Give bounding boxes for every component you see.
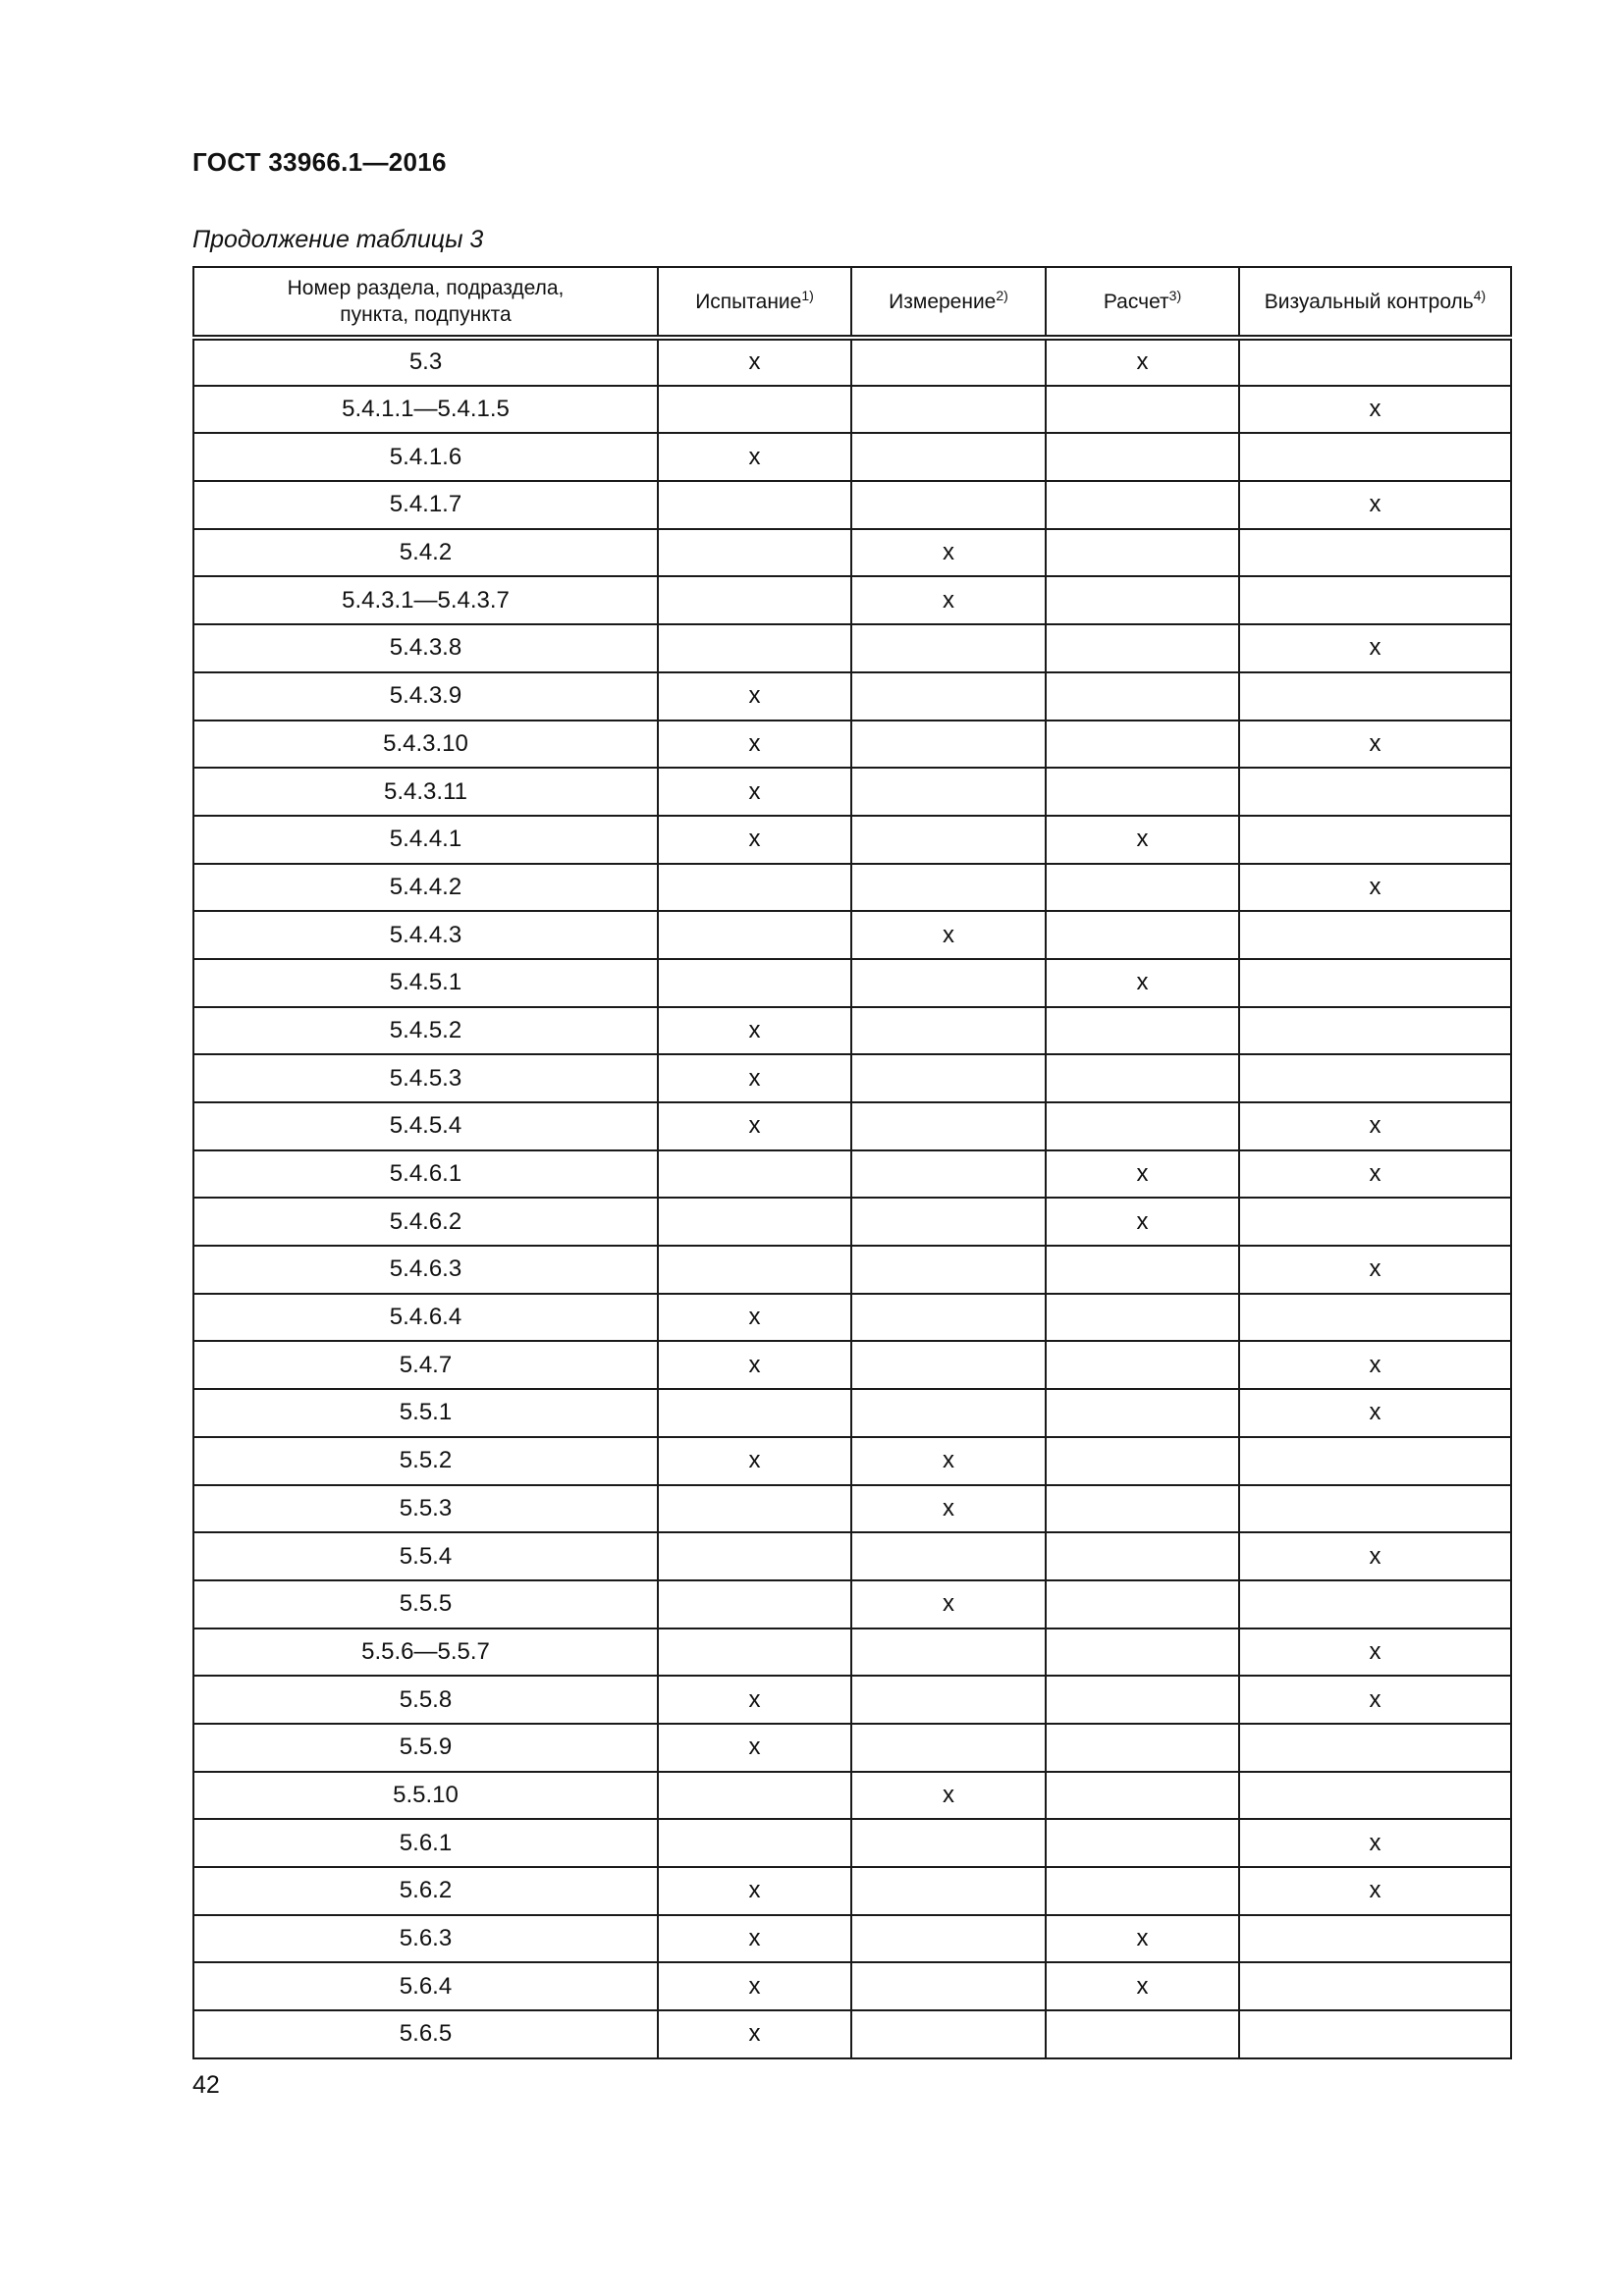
table-row (193, 864, 1511, 912)
check-cell: x (1239, 1676, 1511, 1724)
check-cell (658, 1532, 851, 1580)
section-number-cell: 5.4.5.3 (193, 1054, 658, 1102)
check-cell (1239, 816, 1511, 864)
table-row (193, 1819, 1511, 1867)
table-row (193, 529, 1511, 577)
check-cell: x (658, 721, 851, 769)
check-cell: x (658, 1102, 851, 1150)
check-cell (1046, 1819, 1239, 1867)
section-number-cell: 5.6.4 (193, 1962, 658, 2010)
check-cell: x (658, 1054, 851, 1102)
check-cell (658, 911, 851, 959)
check-cell: x (1046, 816, 1239, 864)
section-number-cell: 5.4.4.1 (193, 816, 658, 864)
section-number-cell: 5.4.6.3 (193, 1246, 658, 1294)
check-cell: x (1239, 1867, 1511, 1915)
check-cell: x (658, 1437, 851, 1485)
section-number-cell: 5.5.10 (193, 1772, 658, 1820)
section-number-cell: 5.5.9 (193, 1724, 658, 1772)
section-number-cell: 5.4.5.4 (193, 1102, 658, 1150)
check-cell (1046, 386, 1239, 434)
check-cell: x (1046, 338, 1239, 386)
check-cell (1046, 1772, 1239, 1820)
check-cell (851, 768, 1046, 816)
check-cell (851, 1102, 1046, 1150)
check-cell: x (1239, 1532, 1511, 1580)
check-cell (851, 721, 1046, 769)
table-row (193, 672, 1511, 721)
table-row (193, 1294, 1511, 1342)
check-cell (1046, 1102, 1239, 1150)
check-cell (1239, 1772, 1511, 1820)
check-cell (851, 386, 1046, 434)
check-cell (658, 481, 851, 529)
check-cell (1239, 1437, 1511, 1485)
check-cell (658, 1485, 851, 1533)
section-number-cell: 5.4.3.11 (193, 768, 658, 816)
table-row (193, 1198, 1511, 1246)
check-cell (1046, 1294, 1239, 1342)
check-cell: x (1239, 386, 1511, 434)
check-cell (851, 1532, 1046, 1580)
table-row (193, 1676, 1511, 1724)
check-cell (1239, 1580, 1511, 1629)
section-number-cell: 5.4.1.7 (193, 481, 658, 529)
column-header (193, 267, 658, 338)
column-header-label: пункта, подпункта (340, 303, 512, 326)
check-cell: x (658, 1007, 851, 1055)
check-cell (1046, 1485, 1239, 1533)
check-cell (1046, 1437, 1239, 1485)
check-cell (851, 1819, 1046, 1867)
check-cell (1046, 576, 1239, 624)
check-cell (851, 1341, 1046, 1389)
table-row (193, 481, 1511, 529)
check-cell (658, 1772, 851, 1820)
section-number-cell: 5.5.4 (193, 1532, 658, 1580)
section-number-cell: 5.5.5 (193, 1580, 658, 1629)
check-cell: x (1239, 624, 1511, 672)
check-cell (851, 1389, 1046, 1437)
section-number-cell: 5.4.1.1—5.4.1.5 (193, 386, 658, 434)
check-cell (1046, 911, 1239, 959)
table-row (193, 433, 1511, 481)
check-cell (658, 959, 851, 1007)
check-cell (1046, 2010, 1239, 2058)
check-cell (658, 529, 851, 577)
check-cell (1046, 864, 1239, 912)
table-row (193, 816, 1511, 864)
check-cell (658, 1198, 851, 1246)
check-cell: x (658, 1915, 851, 1963)
check-cell (851, 959, 1046, 1007)
section-number-cell: 5.4.3.1—5.4.3.7 (193, 576, 658, 624)
page-number: 42 (192, 2071, 220, 2099)
check-cell (851, 1246, 1046, 1294)
table-row (193, 1915, 1511, 1963)
table-body (193, 338, 1511, 2058)
check-cell: x (851, 1580, 1046, 1629)
table-row (193, 1580, 1511, 1629)
check-cell: x (1046, 1915, 1239, 1963)
check-cell (1239, 672, 1511, 721)
table-row (193, 1246, 1511, 1294)
check-cell (658, 1819, 851, 1867)
section-number-cell: 5.4.6.2 (193, 1198, 658, 1246)
section-number-cell: 5.6.2 (193, 1867, 658, 1915)
check-cell: x (658, 1962, 851, 2010)
check-cell (851, 816, 1046, 864)
check-cell (851, 1150, 1046, 1199)
check-cell: x (658, 768, 851, 816)
table-row (193, 1389, 1511, 1437)
check-cell (851, 1054, 1046, 1102)
check-cell (658, 1246, 851, 1294)
check-cell (1046, 1629, 1239, 1677)
check-cell (851, 1198, 1046, 1246)
section-number-cell: 5.4.5.2 (193, 1007, 658, 1055)
footnote-marker: 2) (996, 287, 1008, 303)
table-row (193, 1007, 1511, 1055)
section-number-cell: 5.5.6—5.5.7 (193, 1629, 658, 1677)
check-cell (1046, 1867, 1239, 1915)
check-cell (1046, 1389, 1239, 1437)
table-row (193, 1437, 1511, 1485)
table-row (193, 959, 1511, 1007)
table-row (193, 624, 1511, 672)
table-header-row (193, 267, 1511, 338)
table-row (193, 1867, 1511, 1915)
check-cell (851, 1007, 1046, 1055)
check-cell (658, 576, 851, 624)
check-cell (1239, 1915, 1511, 1963)
check-cell (1239, 576, 1511, 624)
table-caption: Продолжение таблицы 3 (192, 226, 484, 253)
check-cell (1239, 1485, 1511, 1533)
check-cell (1046, 1007, 1239, 1055)
check-cell (851, 624, 1046, 672)
section-number-cell: 5.6.3 (193, 1915, 658, 1963)
check-cell: x (1046, 1962, 1239, 2010)
check-cell (1046, 1054, 1239, 1102)
check-cell: x (851, 1485, 1046, 1533)
check-cell: x (658, 672, 851, 721)
table-row (193, 911, 1511, 959)
table-row (193, 1962, 1511, 2010)
check-cell (1239, 529, 1511, 577)
table-row (193, 1629, 1511, 1677)
column-header (658, 267, 851, 338)
table-row (193, 1772, 1511, 1820)
section-number-cell: 5.4.1.6 (193, 433, 658, 481)
check-cell: x (658, 1724, 851, 1772)
check-cell: x (1239, 1246, 1511, 1294)
check-cell: x (1239, 481, 1511, 529)
check-cell: x (1046, 959, 1239, 1007)
check-cell: x (851, 529, 1046, 577)
check-cell (1239, 338, 1511, 386)
column-header-label: Номер раздела, подраздела, (287, 277, 565, 299)
check-cell (658, 1580, 851, 1629)
check-cell (1046, 1341, 1239, 1389)
section-number-cell: 5.5.2 (193, 1437, 658, 1485)
check-cell (1239, 959, 1511, 1007)
section-number-cell: 5.5.8 (193, 1676, 658, 1724)
check-cell (658, 1629, 851, 1677)
check-cell (1239, 1294, 1511, 1342)
table-row (193, 1532, 1511, 1580)
column-header-label: Расчет (1103, 290, 1169, 313)
check-cell (851, 2010, 1046, 2058)
check-cell (851, 1915, 1046, 1963)
check-cell: x (851, 1772, 1046, 1820)
check-cell (851, 1724, 1046, 1772)
column-header (851, 267, 1046, 338)
table-row (193, 1102, 1511, 1150)
section-number-cell: 5.5.3 (193, 1485, 658, 1533)
table-row (193, 1054, 1511, 1102)
footnote-marker: 4) (1473, 287, 1487, 303)
column-header (1046, 267, 1239, 338)
requirements-table (192, 266, 1512, 2059)
table-row (193, 1485, 1511, 1533)
check-cell (1239, 2010, 1511, 2058)
section-number-cell: 5.4.7 (193, 1341, 658, 1389)
check-cell: x (1239, 1389, 1511, 1437)
check-cell: x (1046, 1150, 1239, 1199)
check-cell (1239, 1962, 1511, 2010)
check-cell: x (1239, 1150, 1511, 1199)
section-number-cell: 5.3 (193, 338, 658, 386)
footnote-marker: 1) (801, 287, 814, 303)
table-row (193, 338, 1511, 386)
check-cell: x (851, 576, 1046, 624)
check-cell (1239, 911, 1511, 959)
column-header-label: Испытание (695, 290, 802, 313)
check-cell (1046, 481, 1239, 529)
check-cell (658, 1150, 851, 1199)
check-cell (1239, 1054, 1511, 1102)
check-cell (1046, 1246, 1239, 1294)
section-number-cell: 5.4.4.2 (193, 864, 658, 912)
column-header-label: Визуальный контроль (1264, 290, 1474, 313)
section-number-cell: 5.4.3.8 (193, 624, 658, 672)
check-cell: x (1239, 1102, 1511, 1150)
check-cell (658, 1389, 851, 1437)
table-row (193, 386, 1511, 434)
check-cell: x (658, 1294, 851, 1342)
table-row (193, 576, 1511, 624)
section-number-cell: 5.6.1 (193, 1819, 658, 1867)
check-cell: x (851, 1437, 1046, 1485)
table-row (193, 2010, 1511, 2058)
check-cell (851, 1629, 1046, 1677)
check-cell: x (658, 1676, 851, 1724)
table-row (193, 1341, 1511, 1389)
table-row (193, 1724, 1511, 1772)
check-cell (851, 1676, 1046, 1724)
column-header-label: Измерение (889, 290, 997, 313)
check-cell (1046, 672, 1239, 721)
check-cell (851, 433, 1046, 481)
check-cell (658, 624, 851, 672)
check-cell (1239, 1198, 1511, 1246)
check-cell (851, 1867, 1046, 1915)
check-cell: x (658, 1867, 851, 1915)
check-cell: x (1239, 1629, 1511, 1677)
check-cell (1046, 721, 1239, 769)
check-cell (1239, 1007, 1511, 1055)
check-cell (1046, 1724, 1239, 1772)
section-number-cell: 5.6.5 (193, 2010, 658, 2058)
check-cell (1046, 624, 1239, 672)
document-title: ГОСТ 33966.1—2016 (192, 147, 447, 177)
check-cell (658, 386, 851, 434)
section-number-cell: 5.4.6.4 (193, 1294, 658, 1342)
section-number-cell: 5.4.3.9 (193, 672, 658, 721)
check-cell: x (1239, 721, 1511, 769)
section-number-cell: 5.5.1 (193, 1389, 658, 1437)
section-number-cell: 5.4.6.1 (193, 1150, 658, 1199)
check-cell: x (1046, 1198, 1239, 1246)
check-cell (658, 864, 851, 912)
check-cell: x (658, 338, 851, 386)
check-cell: x (658, 2010, 851, 2058)
check-cell (1239, 768, 1511, 816)
check-cell (1046, 529, 1239, 577)
check-cell (1239, 1724, 1511, 1772)
section-number-cell: 5.4.5.1 (193, 959, 658, 1007)
section-number-cell: 5.4.3.10 (193, 721, 658, 769)
check-cell: x (658, 1341, 851, 1389)
check-cell: x (658, 816, 851, 864)
check-cell: x (1239, 1341, 1511, 1389)
check-cell: x (1239, 1819, 1511, 1867)
section-number-cell: 5.4.4.3 (193, 911, 658, 959)
table-row (193, 1150, 1511, 1199)
check-cell (1046, 1532, 1239, 1580)
check-cell (1239, 433, 1511, 481)
footnote-marker: 3) (1168, 287, 1182, 303)
check-cell (1046, 1676, 1239, 1724)
section-number-cell: 5.4.2 (193, 529, 658, 577)
check-cell (851, 481, 1046, 529)
column-header (1239, 267, 1511, 338)
check-cell: x (851, 911, 1046, 959)
check-cell (851, 338, 1046, 386)
table-row (193, 721, 1511, 769)
check-cell (851, 672, 1046, 721)
table-row (193, 768, 1511, 816)
check-cell (1046, 1580, 1239, 1629)
check-cell (851, 1294, 1046, 1342)
check-cell: x (658, 433, 851, 481)
check-cell (1046, 768, 1239, 816)
check-cell (851, 1962, 1046, 2010)
check-cell: x (1239, 864, 1511, 912)
check-cell (851, 864, 1046, 912)
check-cell (1046, 433, 1239, 481)
